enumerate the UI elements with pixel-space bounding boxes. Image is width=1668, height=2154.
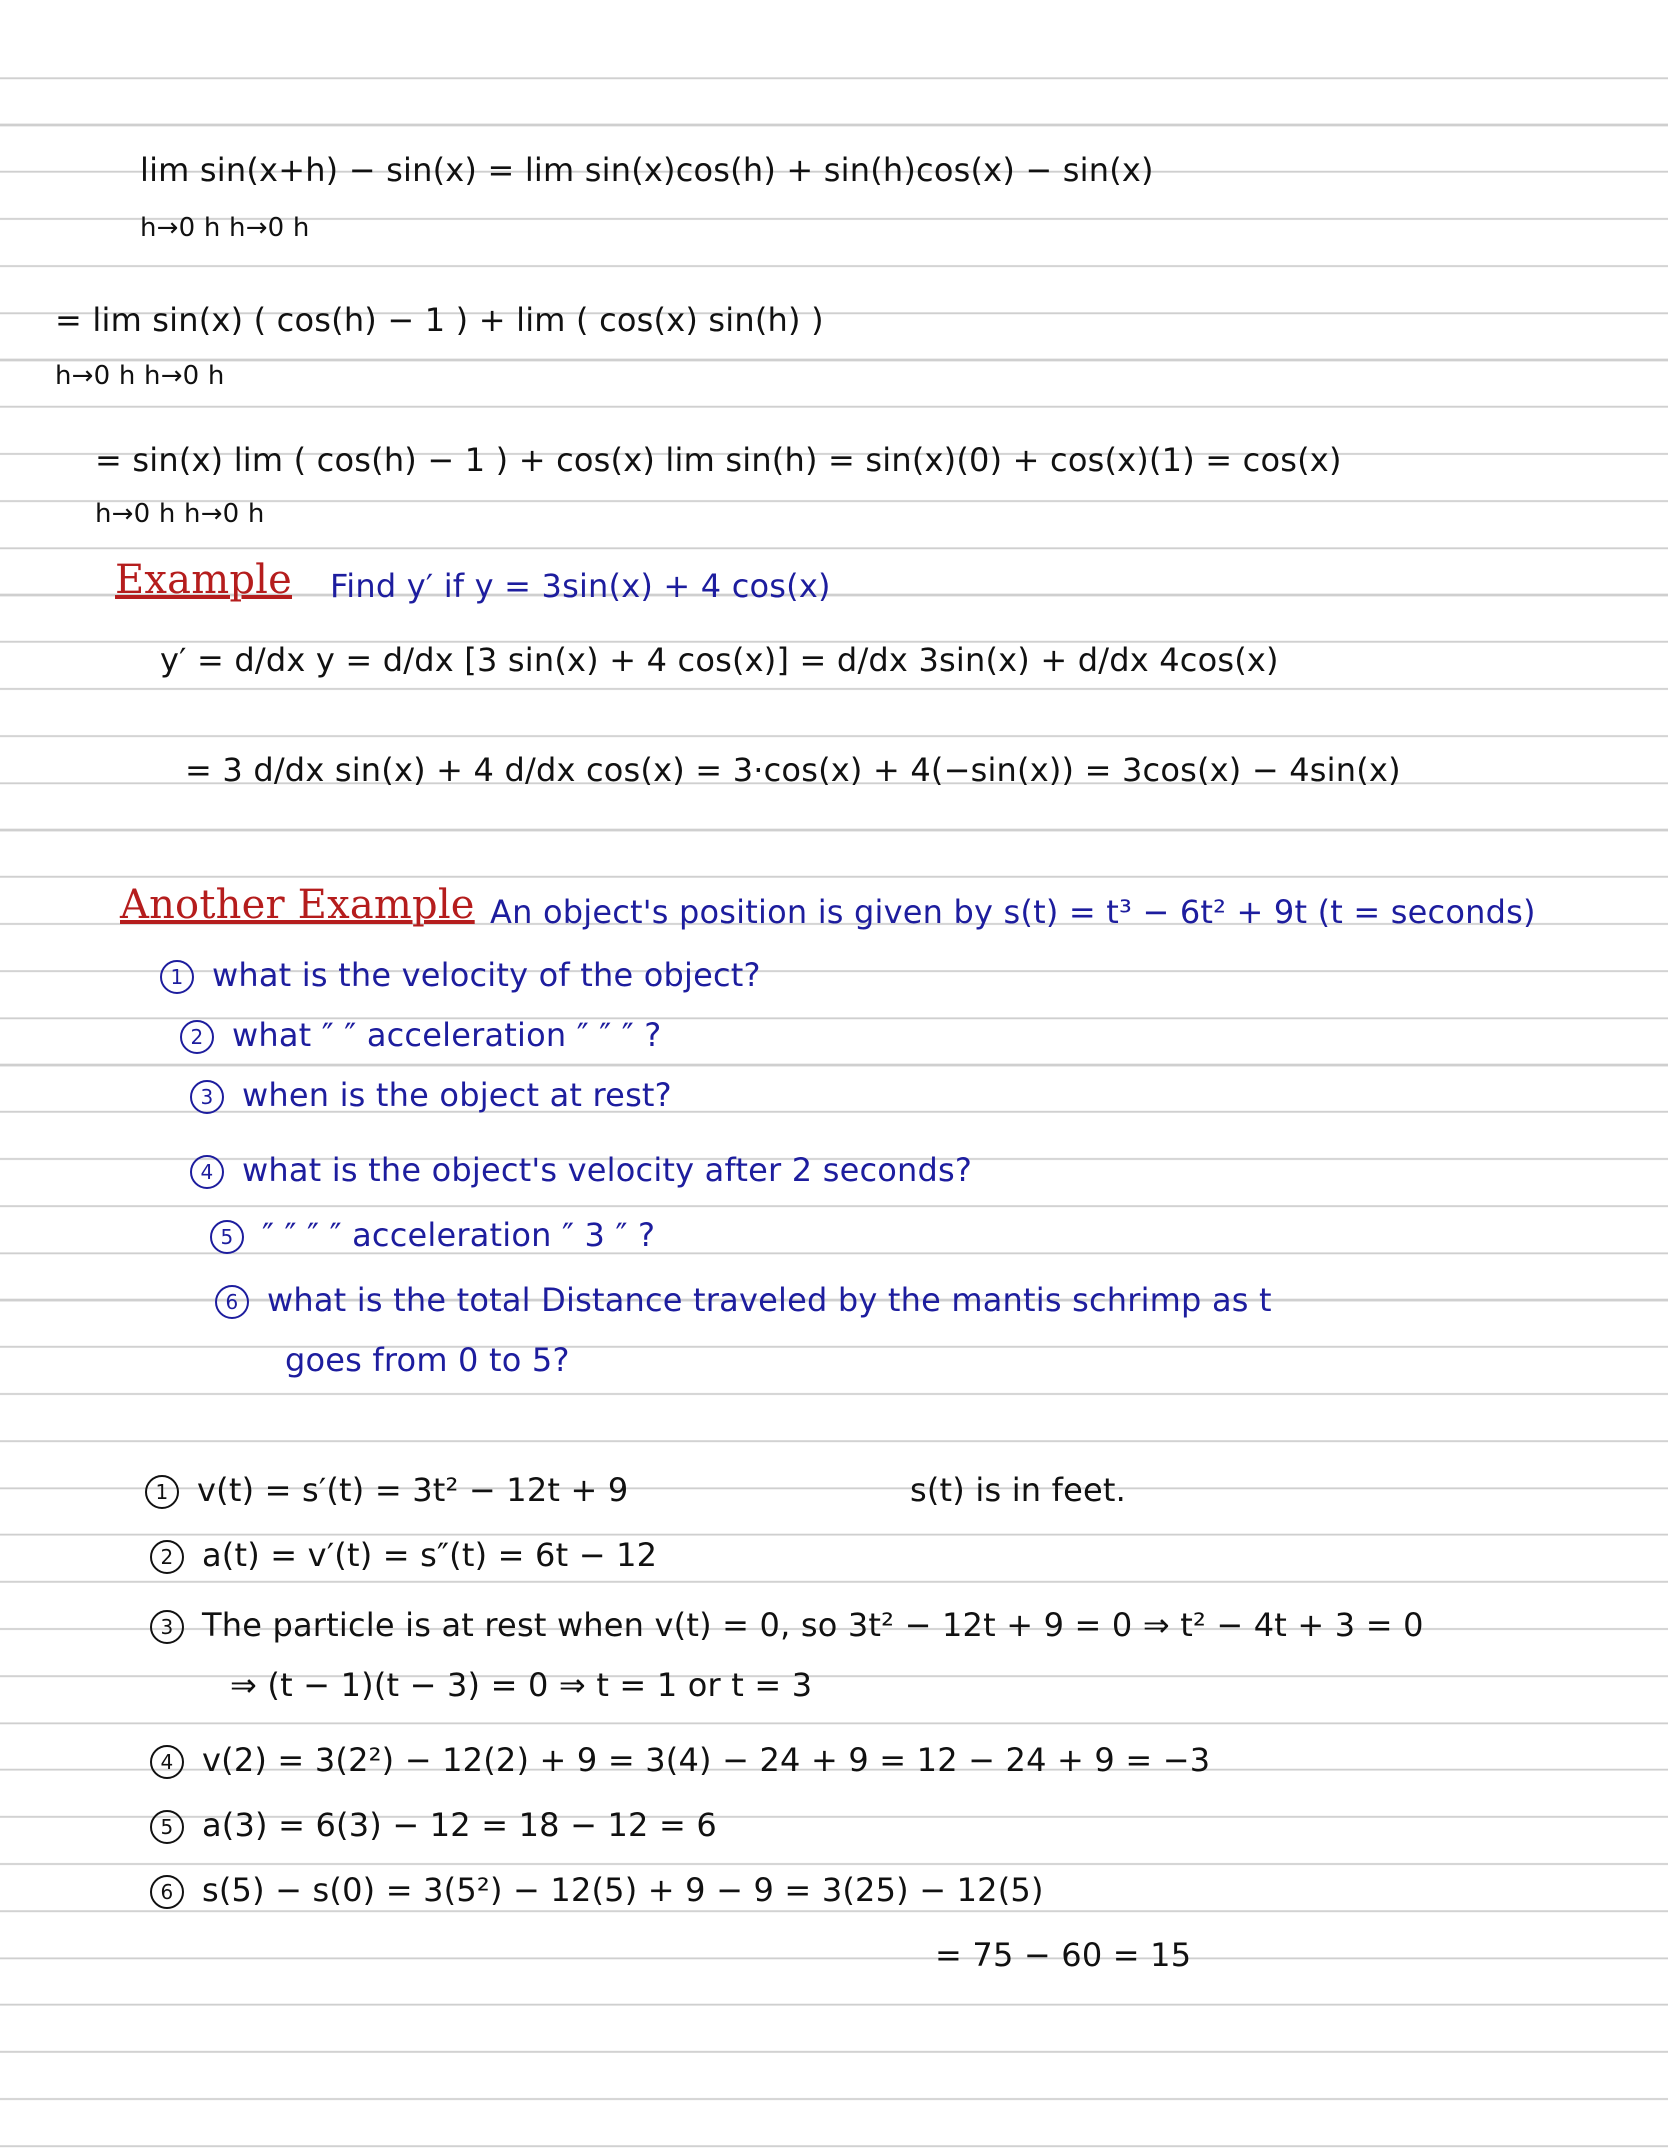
question-text: what is the object's velocity after 2 seconds?	[242, 1151, 973, 1189]
answer-1	[145, 1470, 629, 1510]
limit-line-2: = lim sin(x) ( cos(h) − 1 ) + lim ( cos(x) sin(h) )	[55, 301, 824, 339]
question-3	[190, 1075, 672, 1115]
question-text: what ″ ″ acceleration ″ ″ ″ ?	[232, 1016, 662, 1054]
question-text: what is the velocity of the object?	[212, 956, 761, 994]
another-example-heading: Another Example	[120, 882, 475, 928]
question-number: 6	[215, 1285, 249, 1319]
answer-6	[150, 1870, 1044, 1910]
answer-5	[150, 1805, 717, 1845]
question-5	[210, 1215, 655, 1255]
example-line-2: = 3 d/dx sin(x) + 4 d/dx cos(x) = 3·cos(x) + 4(−sin(x)) = 3cos(x) − 4sin(x)	[185, 751, 1401, 789]
answer-number: 6	[150, 1875, 184, 1909]
answer-text: s(5) − s(0) = 3(5²) − 12(5) + 9 − 9 = 3(25) − 12(5)	[202, 1871, 1044, 1909]
question-4	[190, 1150, 972, 1190]
answer-1-note: s(t) is in feet.	[910, 1471, 1126, 1509]
example-prompt: Find y′ if y = 3sin(x) + 4 cos(x)	[330, 567, 831, 605]
question-number: 3	[190, 1080, 224, 1114]
answer-number: 1	[145, 1475, 179, 1509]
answer-text: v(t) = s′(t) = 3t² − 12t + 9	[197, 1471, 629, 1509]
question-6	[215, 1280, 1272, 1320]
answer-3	[150, 1605, 1424, 1645]
question-number: 4	[190, 1155, 224, 1189]
answer-2	[150, 1535, 657, 1575]
question-text: ″ ″ ″ ″ acceleration ″ 3 ″ ?	[262, 1216, 656, 1254]
question-number: 1	[160, 960, 194, 994]
question-1	[160, 955, 761, 995]
question-2	[180, 1015, 662, 1055]
limit-line-3-denominators: h→0 h h→0 h	[95, 499, 265, 529]
limit-line-1-denominators: h→0 h h→0 h	[140, 213, 310, 243]
limit-line-1: lim sin(x+h) − sin(x) = lim sin(x)cos(h) + sin(h)cos(x) − sin(x)	[140, 151, 1154, 189]
answer-text: a(t) = v′(t) = s″(t) = 6t − 12	[202, 1536, 658, 1574]
answer-text: v(2) = 3(2²) − 12(2) + 9 = 3(4) − 24 + 9 = 12 − 24 + 9 = −3	[202, 1741, 1211, 1779]
answer-4	[150, 1740, 1210, 1780]
limit-line-3: = sin(x) lim ( cos(h) − 1 ) + cos(x) lim sin(h) = sin(x)(0) + cos(x)(1) = cos(x)	[95, 441, 1342, 479]
limit-line-2-denominators: h→0 h h→0 h	[55, 361, 225, 391]
answer-3-continuation: ⇒ (t − 1)(t − 3) = 0 ⇒ t = 1 or t = 3	[230, 1666, 813, 1704]
answer-number: 3	[150, 1610, 184, 1644]
answer-text: The particle is at rest when v(t) = 0, so 3t² − 12t + 9 = 0 ⇒ t² − 4t + 3 = 0	[202, 1606, 1424, 1644]
another-example-prompt: An object's position is given by s(t) = t³ − 6t² + 9t (t = seconds)	[490, 893, 1536, 931]
question-number: 2	[180, 1020, 214, 1054]
answer-number: 5	[150, 1810, 184, 1844]
question-text: when is the object at rest?	[242, 1076, 672, 1114]
example-heading: Example	[115, 557, 293, 603]
question-number: 5	[210, 1220, 244, 1254]
answer-6-continuation: = 75 − 60 = 15	[935, 1936, 1192, 1974]
answer-text: a(3) = 6(3) − 12 = 18 − 12 = 6	[202, 1806, 717, 1844]
answer-number: 2	[150, 1540, 184, 1574]
question-6-continuation: goes from 0 to 5?	[285, 1341, 570, 1379]
question-text: what is the total Distance traveled by the mantis schrimp as t	[267, 1281, 1272, 1319]
example-line-1: y′ = d/dx y = d/dx [3 sin(x) + 4 cos(x)] = d/dx 3sin(x) + d/dx 4cos(x)	[160, 641, 1279, 679]
answer-number: 4	[150, 1745, 184, 1779]
